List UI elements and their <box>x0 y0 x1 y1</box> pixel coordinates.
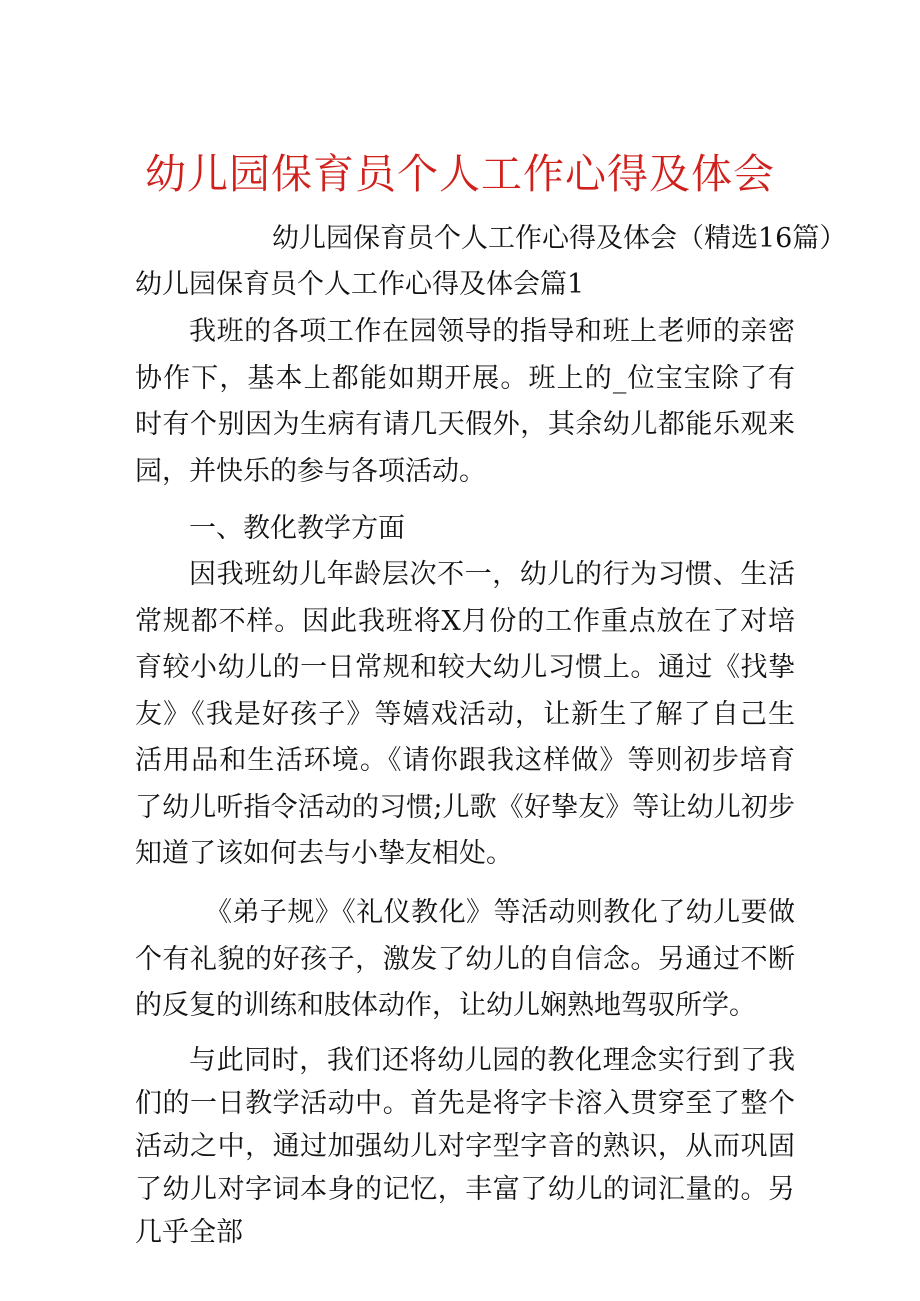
subsection-heading: 一、教化教学方面 <box>189 513 405 544</box>
paragraph-teaching: 因我班幼儿年龄层次不一，幼儿的行为习惯、生活常规都不样。因此我班将X月份的工作重点放在了对培育较小幼儿的一日常规和较大幼儿习惯上。通过《找挚友》《我是好孩子》等嬉戏活动，让新生了解了自己生活用品和生活环境。《请你跟我这样做》等则初步培育了幼儿听指令活动的习惯;儿歌《好挚友》等让幼儿初步知道了该如何去与小挚友相处。 <box>135 559 795 869</box>
paragraph-etiquette: 《弟子规》《礼仪教化》等活动则教化了幼儿要做个有礼貌的好孩子，激发了幼儿的自信念。另通过不断的反复的训练和肢体动作，让幼儿娴熟地驾驭所学。 <box>135 897 795 1021</box>
document-subtitle: 幼儿园保育员个人工作心得及体会（精选16篇） <box>272 223 847 254</box>
document-title: 幼儿园保育员个人工作心得及体会 <box>145 150 775 198</box>
paragraph-intro: 我班的各项工作在园领导的指导和班上老师的亲密协作下，基本上都能如期开展。班上的_位宝宝除了有时有个别因为生病有请几天假外，其余幼儿都能乐观来园，并快乐的参与各项活动。 <box>135 316 795 487</box>
section-heading: 幼儿园保育员个人工作心得及体会篇1 <box>135 269 585 300</box>
paragraph-education-philosophy: 与此同时，我们还将幼儿园的教化理念实行到了我们的一日教学活动中。首先是将字卡溶入贯穿至了整个活动之中，通过加强幼儿对字型字音的熟识，从而巩固了幼儿对字词本身的记忆，丰富了幼儿的词汇量的。另几乎全部 <box>135 1045 795 1248</box>
